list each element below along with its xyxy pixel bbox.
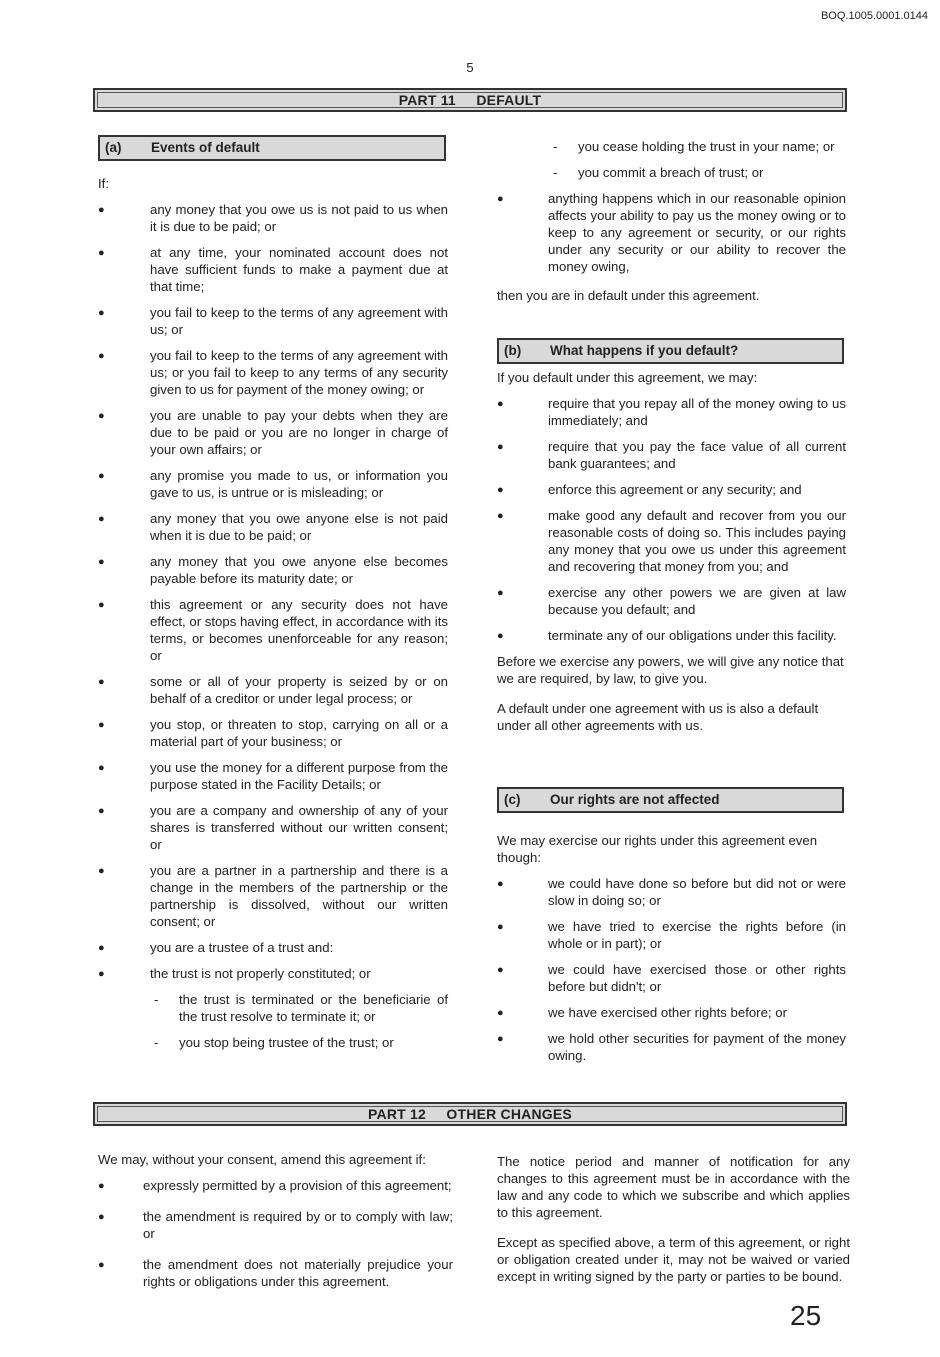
item-text: anything happens which in our reasonable opinion affects your ability to pay us the money owing or to keep to any agreement or security, or our rights under any security or our ability to recover the money owing, [548, 191, 846, 274]
events-of-default-list-cont [497, 190, 846, 275]
bullet-icon: ● [98, 865, 105, 877]
list-item [98, 467, 448, 501]
list-item [98, 802, 448, 853]
left-column [98, 175, 448, 1060]
rights-list [497, 875, 846, 1064]
list-item [98, 407, 448, 458]
bullet-icon: ● [98, 719, 105, 731]
item-text: you stop, or threaten to stop, carrying on all or a material part of your business; or [150, 717, 448, 749]
part-12-left: We may, without your consent, amend this agreement if: ● expressly permitted by a provision of this agreement; ● the amendment is required by or to comply with law; or ● the amendment does not materially prejudice your rights or obligations under this agreement. [98, 1152, 453, 1289]
list-item [497, 1030, 846, 1064]
bullet-icon: ● [98, 968, 105, 980]
bullet-icon: ● [497, 921, 504, 933]
list-item [497, 961, 846, 995]
bullet-icon: ● [98, 1211, 105, 1223]
list-item [98, 596, 448, 664]
item-text: any money that you owe anyone else becomes payable before its maturity date; or [150, 554, 448, 586]
item-text: we hold other securities for payment of the money owing. [548, 1031, 846, 1063]
events-of-default-list [98, 201, 448, 982]
list-item [98, 1208, 453, 1242]
list-item [98, 201, 448, 235]
item-text: require that you pay the face value of all current bank guarantees; and [548, 439, 846, 471]
list-item [497, 395, 846, 429]
default-actions-list [497, 395, 846, 644]
sub-list-item [148, 1034, 448, 1051]
bullet-icon: ● [497, 484, 504, 496]
bullet-icon: ● [497, 878, 504, 890]
section-c-heading: (c) Our rights are not affected [497, 787, 844, 813]
bullet-icon: ● [98, 1180, 105, 1192]
list-item [98, 759, 448, 793]
section-a-heading [98, 135, 446, 161]
list-item [98, 862, 448, 930]
list-item [497, 918, 846, 952]
item-text: some or all of your property is seized by or on behalf of a creditor or under legal process; or [150, 674, 448, 706]
item-text: you stop being trustee of the trust; or [179, 1035, 394, 1050]
list-item [98, 510, 448, 544]
bullet-icon: ● [98, 942, 105, 954]
list-item [98, 244, 448, 295]
section-b-body: If you default under this agreement, we may: ● require that you repay all of the money owing to us immediately; and ● require that you pay the face value of all current bank guarantees; and ● enforce this agreement or any security; and ● make good any default and recover from you our reasonable costs of doing so. This includes paying any money that you owe us under this agreement and recovering that money from you; and ● exercise any other powers we are given at law because you default; and ● terminate any of our obligations under this facility. Before we exercise any powers, we will give any notice that we are required, by law, to give you. A default under one agreement with us is also a default under all other agreements with us. [497, 370, 846, 733]
item-text: exercise any other powers we are given at law because you default; and [548, 585, 846, 617]
item-text: you fail to keep to the terms of any agreement with us; or you fail to keep to any terms of any security given to us for payment of the money owing; or [150, 348, 448, 397]
bullet-icon: ● [98, 599, 105, 611]
bullet-icon: ● [497, 1007, 504, 1019]
document-id: BOQ.1005.0001.0144 [820, 10, 928, 22]
item-text: make good any default and recover from you our reasonable costs of doing so. This includes paying any money that you owe us under this agreement and recovering that money from you; and [548, 508, 846, 574]
item-text: at any time, your nominated account does not have sufficient funds to make a payment due at that time; [150, 245, 448, 294]
bullet-icon: ● [497, 193, 504, 205]
item-text: terminate any of our obligations under this facility. [548, 628, 837, 643]
item-text: you use the money for a different purpose from the purpose stated in the Facility Details; or [150, 760, 448, 792]
bullet-icon: ● [98, 513, 105, 525]
section-c-body: We may exercise our rights under this agreement even though: ● we could have done so before but did not or were slow in doing so; or ● we have tried to exercise the rights before (in whole or in part); or ● we could have exercised those or other rights before but didn't; or ● we have exercised other rights before; or ● we hold other securities for payment of the money owing. [497, 833, 846, 1063]
item-text: any money that you owe anyone else is not paid when it is due to be paid; or [150, 511, 448, 543]
bullet-icon: ● [497, 964, 504, 976]
item-text: the amendment does not materially prejudice your rights or obligations under this agreement. [143, 1257, 453, 1289]
dash-marker: - [154, 1035, 159, 1050]
footer-page-number: 25 [790, 1300, 822, 1331]
item-text: the trust is terminated or the beneficiarie of the trust resolve to terminate it; or [179, 992, 448, 1024]
item-text: you are a company and ownership of any of your shares is transferred without our written consent; or [150, 803, 448, 852]
list-item [497, 481, 846, 498]
list-item [98, 347, 448, 398]
bullet-icon: ● [497, 441, 504, 453]
item-text: the trust is not properly constituted; or [150, 966, 371, 981]
waiver-paragraph: Except as specified above, a term of this agreement, or right or obligation created under it, may not be waived or varied except in writing signed by the party or parties to be bound. [497, 1235, 850, 1284]
list-item [98, 553, 448, 587]
item-text: require that you repay all of the money owing to us immediately; and [548, 396, 846, 428]
bullet-icon: ● [98, 307, 105, 319]
bullet-icon: ● [497, 398, 504, 410]
item-text: you are unable to pay your debts when they are due to be paid or you are no longer in charge of your own affairs; or [150, 408, 448, 457]
page-number: 5 [466, 60, 474, 75]
bullet-icon: ● [98, 350, 105, 362]
notice-paragraph: Before we exercise any powers, we will give any notice that we are required, by law, to give you. [497, 654, 844, 686]
bullet-icon: ● [98, 1259, 105, 1271]
item-text: we have tried to exercise the rights before (in whole or in part); or [548, 919, 846, 951]
part-12-heading: PART 12 OTHER CHANGES [93, 1102, 847, 1126]
sub-list-item [547, 138, 846, 155]
list-item [98, 939, 448, 956]
bullet-icon: ● [497, 587, 504, 599]
list-item [98, 1256, 453, 1290]
list-item [98, 1177, 453, 1194]
item-text: the amendment is required by or to comply with law; or [143, 1209, 453, 1241]
list-item [98, 716, 448, 750]
part-11-heading: PART 11 DEFAULT [93, 88, 847, 112]
sub-list-item [547, 164, 846, 181]
list-item [98, 304, 448, 338]
bullet-icon: ● [98, 762, 105, 774]
sub-list-item [148, 991, 448, 1025]
list-item [98, 965, 448, 982]
dash-marker: - [553, 165, 558, 180]
item-text: we could have done so before but did not or were slow in doing so; or [548, 876, 846, 908]
item-text: this agreement or any security does not have effect, or stops having effect, in accordance with its terms, or becomes unenforceable for any reason; or [150, 597, 448, 663]
bullet-icon: ● [98, 676, 105, 688]
item-text: expressly permitted by a provision of this agreement; [143, 1178, 452, 1193]
cross-default-paragraph: A default under one agreement with us is also a default under all other agreements with us. [497, 701, 819, 733]
list-item [497, 584, 846, 618]
right-column-top [497, 138, 846, 304]
dash-marker: - [154, 992, 159, 1007]
dash-marker: - [553, 139, 558, 154]
part-12-right [497, 1153, 850, 1285]
section-letter: (a) [105, 140, 122, 155]
trust-sub-list [148, 991, 448, 1051]
bullet-icon: ● [497, 510, 504, 522]
if-label: If: [98, 176, 109, 191]
bullet-icon: ● [98, 470, 105, 482]
then-text: then you are in default under this agreement. [497, 288, 760, 303]
item-text: we have exercised other rights before; or [548, 1005, 787, 1020]
item-text: we could have exercised those or other rights before but didn't; or [548, 962, 846, 994]
bullet-icon: ● [497, 630, 504, 642]
list-item [497, 438, 846, 472]
bullet-icon: ● [497, 1033, 504, 1045]
bullet-icon: ● [98, 204, 105, 216]
item-text: you are a partner in a partnership and there is a change in the members of the partnership or the partnership is dissolved, without our written consent; or [150, 863, 448, 929]
item-text: you cease holding the trust in your name; or [578, 139, 835, 154]
list-item [497, 627, 846, 644]
bullet-icon: ● [98, 247, 105, 259]
item-text: you fail to keep to the terms of any agreement with us; or [150, 305, 448, 337]
list-item [497, 1004, 846, 1021]
bullet-icon: ● [98, 410, 105, 422]
list-item [497, 507, 846, 575]
bullet-icon: ● [98, 556, 105, 568]
item-text: you are a trustee of a trust and: [150, 940, 334, 955]
notice-period-paragraph: The notice period and manner of notification for any changes to this agreement must be in accordance with the law and any code to which we subscribe and which applies to this agreement. [497, 1154, 850, 1220]
item-text: any promise you made to us, or information you gave to us, is untrue or is misleading; or [150, 468, 448, 500]
section-title: Events of default [151, 140, 260, 155]
trust-sub-list-cont [547, 138, 846, 181]
section-b-heading: (b) What happens if you default? [497, 338, 844, 364]
list-item [497, 190, 846, 275]
amendment-conditions-list [98, 1177, 453, 1290]
list-item [497, 875, 846, 909]
item-text: you commit a breach of trust; or [578, 165, 764, 180]
item-text: enforce this agreement or any security; and [548, 482, 802, 497]
bullet-icon: ● [98, 805, 105, 817]
item-text: any money that you owe us is not paid to us when it is due to be paid; or [150, 202, 448, 234]
list-item [98, 673, 448, 707]
